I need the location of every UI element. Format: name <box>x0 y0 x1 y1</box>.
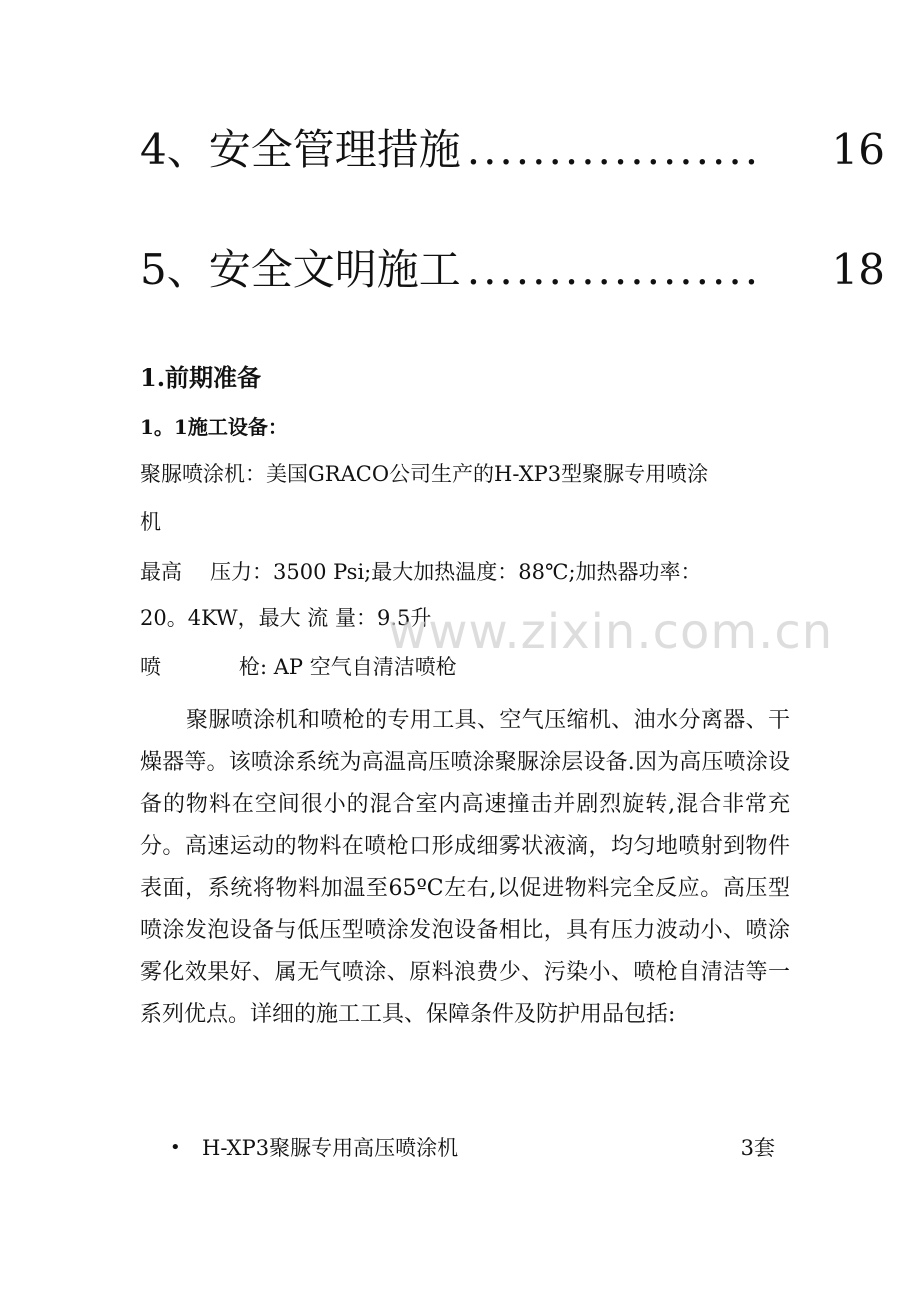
toc-entry-civilized-construction[interactable] <box>140 240 885 300</box>
equipment-description-paragraph: 聚脲喷涂机和喷枪的专用工具、空气压缩机、油水分离器、干燥器等。该喷涂系统为高温高压喷涂聚脲涂层设备.因为高压喷涂设备的物料在空间很小的混合室内高速撞击并剧烈旋转,混合非常充分。高速运动的物料在喷枪口形成细雾状液滴，均匀地喷射到物件表面，系统将物料加温至65ºC左右,以促进物料完全反应。高压型喷涂发泡设备与低压型喷涂发泡设备相比，具有压力波动小、喷涂雾化效果好、属无气喷涂、原料浪费少、污染小、喷枪自清洁等一系列优点。详细的施工工具、保障条件及防护用品包括: <box>140 708 790 1027</box>
subsection-heading: 1。1施工设备： <box>140 415 288 439</box>
machine-spec-line-continued: 机 <box>140 510 161 534</box>
spray-gun-label: 喷 <box>140 655 161 679</box>
toc-entry-title: 4、安全管理措施 <box>140 125 461 174</box>
toc-page-number: 18 <box>831 245 885 294</box>
bullet-icon: • <box>170 1137 181 1158</box>
toc-leader-dots: .................. <box>466 125 762 174</box>
watermark-text: www.zixin.com.cn <box>388 604 834 660</box>
toc-entry-safety-management[interactable] <box>140 120 885 180</box>
equipment-name: H-XP3聚脲专用高压喷涂机 <box>202 1136 459 1160</box>
pressure-label: 最高 <box>140 560 182 584</box>
pressure-spec-text: 压力：3500 Psi;最大加热温度：88℃;加热器功率： <box>210 560 702 584</box>
spray-gun-spec-text: 枪: AP 空气自清洁喷枪 <box>239 655 457 679</box>
power-spec-line: 20。4KW，最大 流 量：9.5升 <box>140 606 432 630</box>
equipment-quantity: 3套 <box>740 1136 775 1160</box>
section-heading: 1.前期准备 <box>140 363 262 392</box>
pressure-spec-line <box>140 555 702 589</box>
toc-page-number: 16 <box>831 125 885 174</box>
toc-leader-dots: .................. <box>466 245 762 294</box>
equipment-list-item <box>170 1130 775 1166</box>
spray-gun-spec-line <box>140 650 457 684</box>
machine-spec-line: 聚脲喷涂机：美国GRACO公司生产的H-XP3型聚脲专用喷涂 <box>140 462 709 486</box>
toc-entry-title: 5、安全文明施工 <box>140 245 461 294</box>
